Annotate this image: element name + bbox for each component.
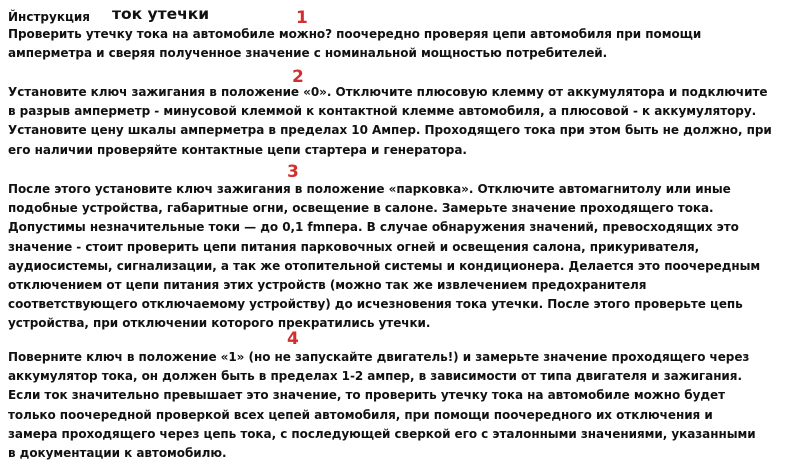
paragraph-line: значение - стоит проверить цепи питания парковочных огней и освещения салона, прикуривателя, <box>8 239 700 254</box>
paragraph-line: в разрыв амперметр - минусовой клеммой к контактной клемме автомобиля, а плюсовой - к аккумулятору. <box>8 104 757 119</box>
paragraph-line: только поочередной проверкой всех цепей автомобиля, при помощи поочередного их отключения и <box>8 407 713 422</box>
paragraph-line: Если ток значительно превышает это значение, то проверить утечку тока на автомобиле можно будет <box>8 388 725 403</box>
paragraph-line: подобные устройства, габаритные огни, освещение в салоне. Замерьте значение проходящего тока. <box>8 201 714 216</box>
paragraph-line: в документации к автомобилю. <box>8 445 227 460</box>
paragraph-line: отключением от цепи питания этих устройств (можно так же извлечением предохранителя <box>8 277 647 292</box>
paragraph-line: Допустимы незначительные токи — до 0,1 fmпера. В случае обнаружения значений, превосходящих это <box>8 220 739 235</box>
section-3-paragraph <box>8 180 783 334</box>
paragraph-line: После этого установите ключ зажигания в положение «парковка». Отключите автомагнитолу или иные <box>8 182 731 196</box>
paragraph-line: амперметра и сверяя полученное значение с номинальной мощностью потребителей. <box>8 46 608 61</box>
section-number-4: 4 <box>287 329 299 349</box>
paragraph-line: аккумулятор тока, он должен быть в пределах 1-2 ампер, в зависимости от типа двигателя и зажигания. <box>8 369 742 384</box>
section-4-paragraph <box>8 348 783 463</box>
section-number-2: 2 <box>292 67 304 87</box>
paragraph-line: Установите ключ зажигания в положение «0». Отключите плюсовую клемму от аккумулятора и подключите <box>8 85 768 99</box>
section-number-1: 1 <box>296 8 308 28</box>
paragraph-line: Поверните ключ в положение «1» (но не запускайте двигатель!) и замерьте значение проходящего через <box>8 350 750 364</box>
paragraph-line: аудиосистемы, сигнализации, а так же отопительной системы и кондиционера. Делается это поочередным <box>8 258 761 273</box>
paragraph-line: Установите цену шкалы амперметра в пределах 10 Ампер. Проходящего тока при этом быть не должно, при <box>8 123 772 138</box>
paragraph-line: Проверить утечку тока на автомобиле можно? поочередно проверяя цепи автомобиля при помощи <box>8 27 702 41</box>
section-2-paragraph <box>8 83 783 160</box>
document-label: Йнструкция <box>8 10 90 24</box>
section-1-paragraph <box>8 25 783 63</box>
section-number-3: 3 <box>287 162 299 182</box>
document-title: ток утечки <box>112 5 210 23</box>
paragraph-line: его наличии проверяйте контактные цепи стартера и генератора. <box>8 142 467 157</box>
paragraph-line: устройства, при отключении которого прекратились утечки. <box>8 316 431 331</box>
paragraph-line: соответствующего отключаемому устройству) до исчезновения тока утечки. После этого проверьте цепь <box>8 297 743 312</box>
paragraph-line: замера проходящего через цепь тока, с последующей сверкой его с эталонными значениями, указанными <box>8 426 756 441</box>
